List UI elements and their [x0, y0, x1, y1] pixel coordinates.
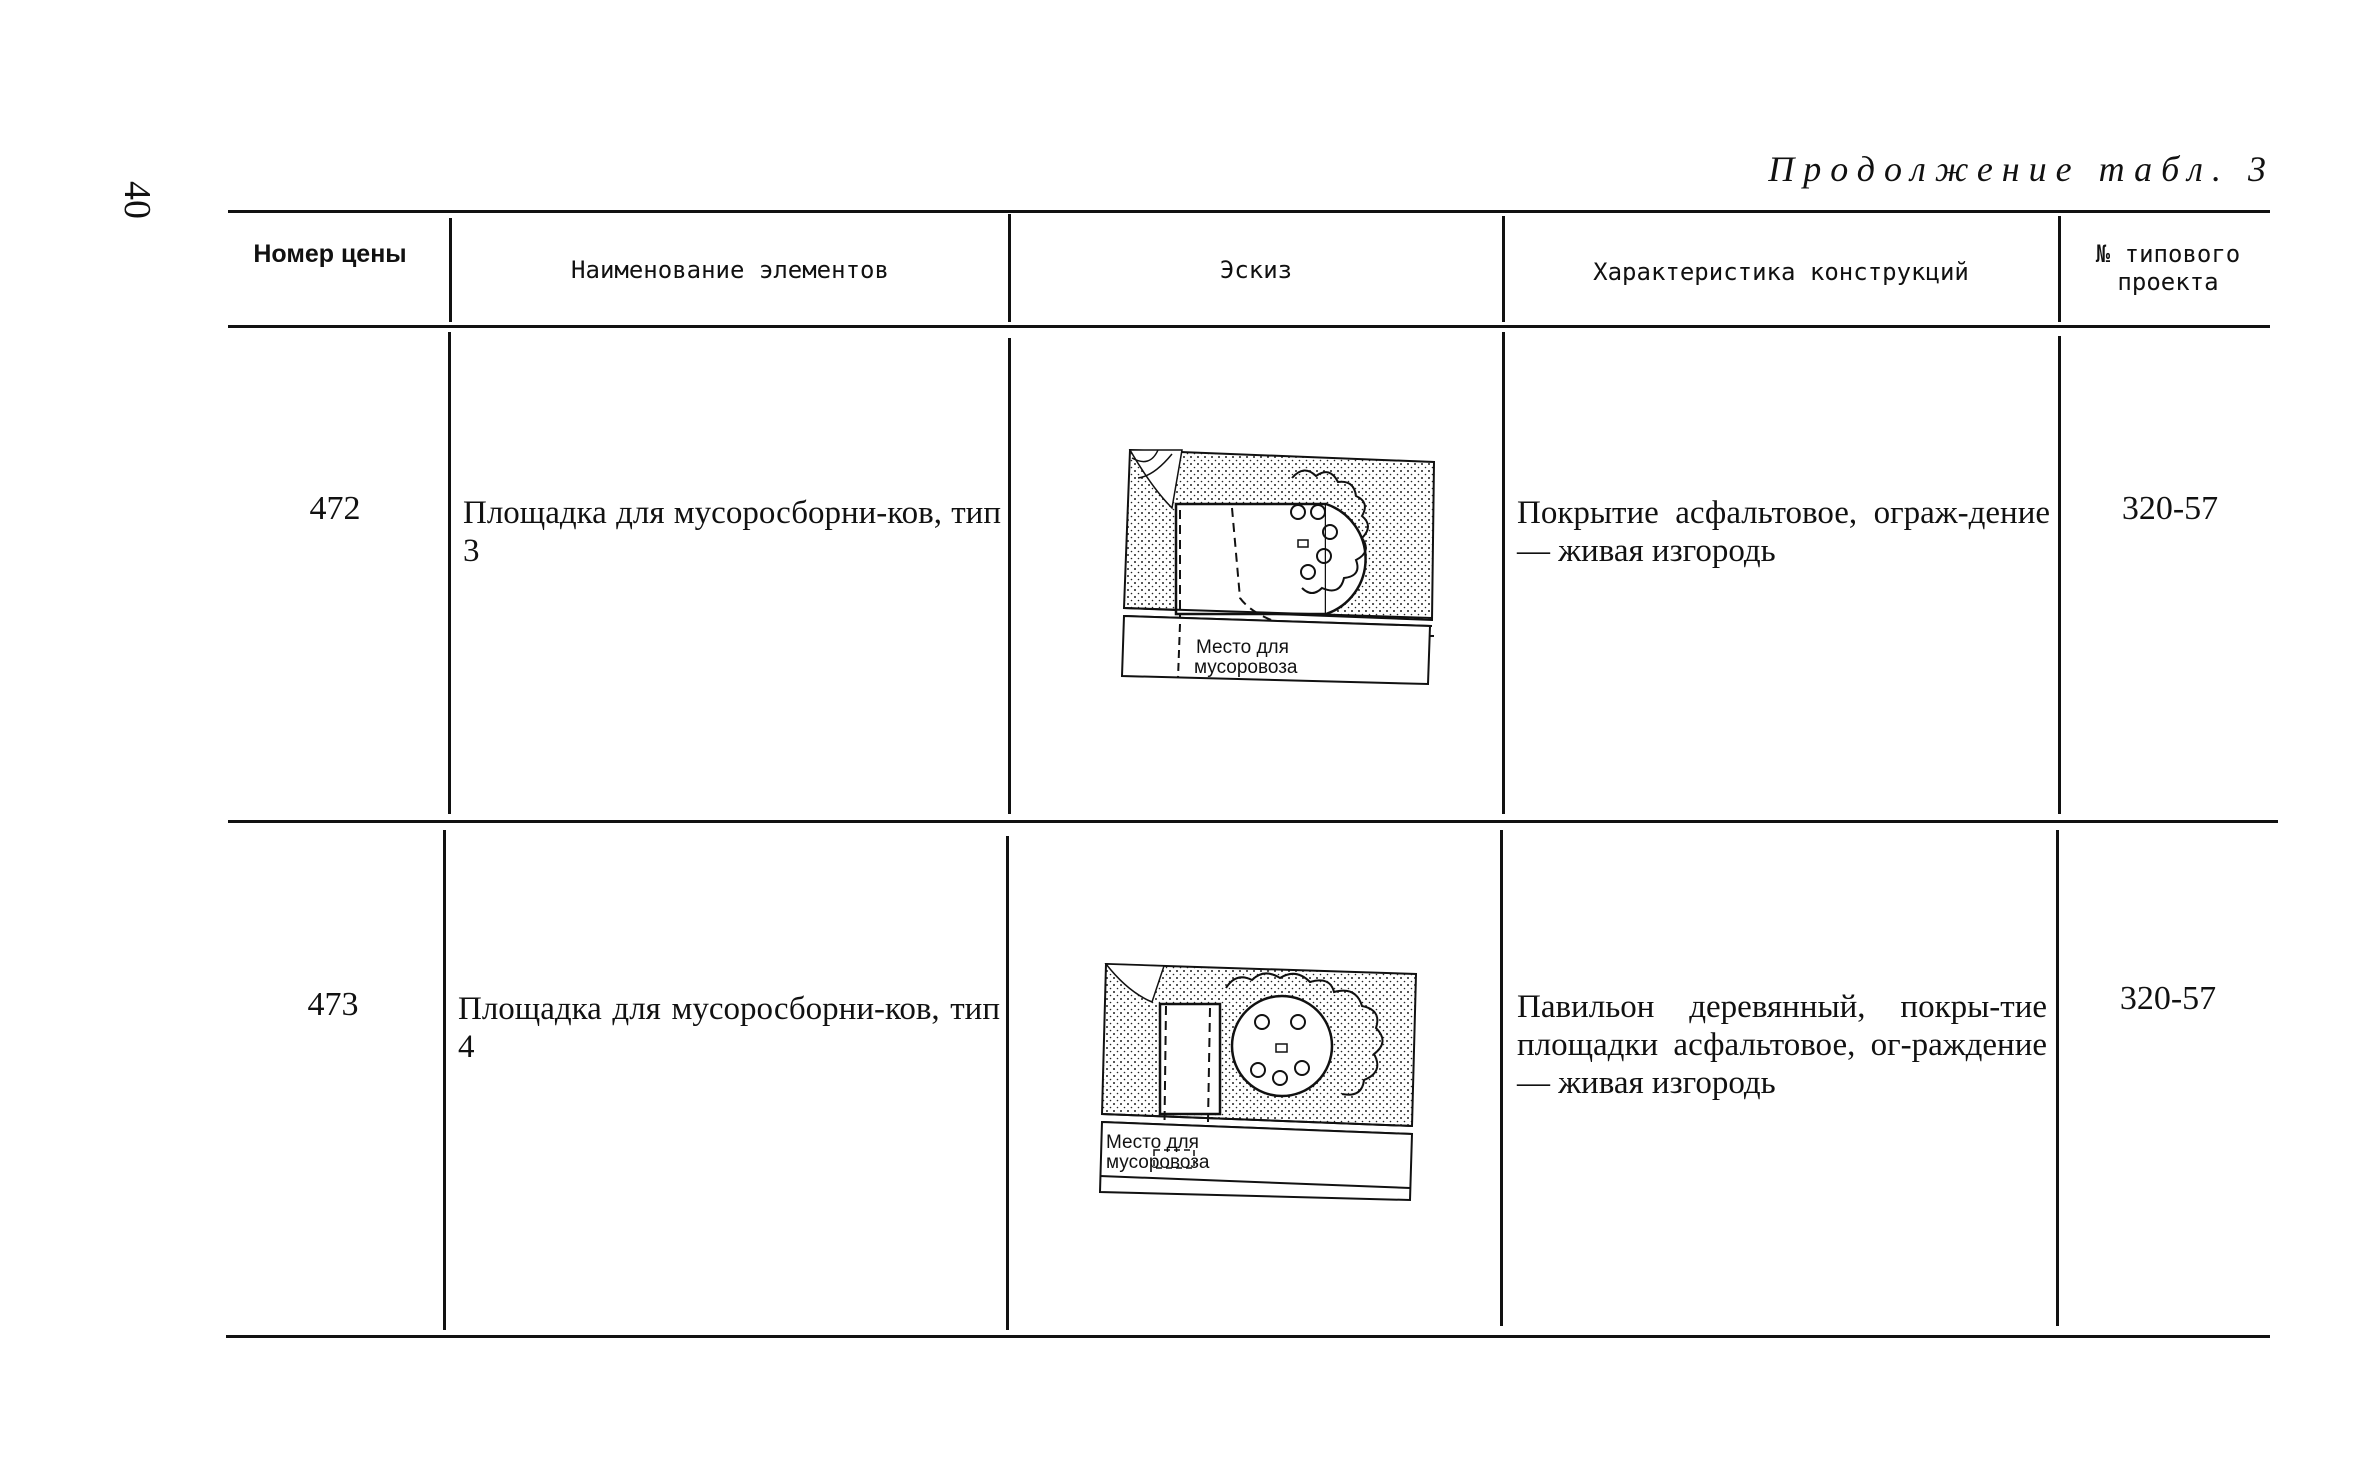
- table-bottom-rule: [226, 1335, 2270, 1338]
- header-project: № типового проекта: [2095, 240, 2241, 296]
- row-project: 320-57: [2119, 980, 2217, 1017]
- table-continuation-caption: Продолжение табл. 3: [1768, 149, 2275, 189]
- column-divider: [1502, 216, 1505, 322]
- column-divider: [2056, 830, 2059, 1326]
- row-separator-rule: [228, 820, 2278, 823]
- column-divider: [448, 332, 451, 814]
- sketch-label-line1: Место для: [1196, 637, 1289, 658]
- row-characteristics: Покрытие асфальтовое, ограж-дение — живая изгородь: [1517, 495, 2050, 569]
- column-divider: [1500, 830, 1503, 1326]
- header-bottom-rule: [228, 325, 2270, 328]
- page-number: 40: [116, 181, 158, 219]
- column-divider: [443, 830, 446, 1330]
- column-divider: [1006, 836, 1009, 1330]
- row-name: Площадка для мусоросборни-ков, тип 3: [463, 495, 1001, 569]
- column-divider: [449, 218, 452, 322]
- header-number: Номер цены: [253, 240, 407, 268]
- header-characteristics: Характеристика конструкций: [1593, 258, 1969, 286]
- row-number: 472: [309, 490, 361, 527]
- column-divider: [2058, 336, 2061, 814]
- sketch-label-line2: мусоровоза: [1106, 1152, 1210, 1173]
- sketch-label-line2: мусоровоза: [1194, 657, 1298, 678]
- row-project: 320-57: [2121, 490, 2219, 527]
- table-top-rule: [228, 210, 2270, 213]
- header-sketch: Эскиз: [1219, 256, 1293, 284]
- row-name: Площадка для мусоросборни-ков, тип 4: [458, 991, 1000, 1065]
- row-characteristics: Павильон деревянный, покры-тие площадки асфальтовое, ог-раждение — живая изгородь: [1517, 989, 2047, 1101]
- sketch-trash-site-type-4: [1098, 962, 1422, 1204]
- sketch-trash-site-type-3: [1112, 448, 1442, 688]
- column-divider: [2058, 216, 2061, 322]
- row-number: 473: [307, 986, 359, 1023]
- sketch-label-line1: Место для: [1106, 1132, 1199, 1153]
- column-divider: [1008, 214, 1011, 322]
- header-name: Наименование элементов: [571, 256, 889, 284]
- column-divider: [1008, 338, 1011, 814]
- column-divider: [1502, 332, 1505, 814]
